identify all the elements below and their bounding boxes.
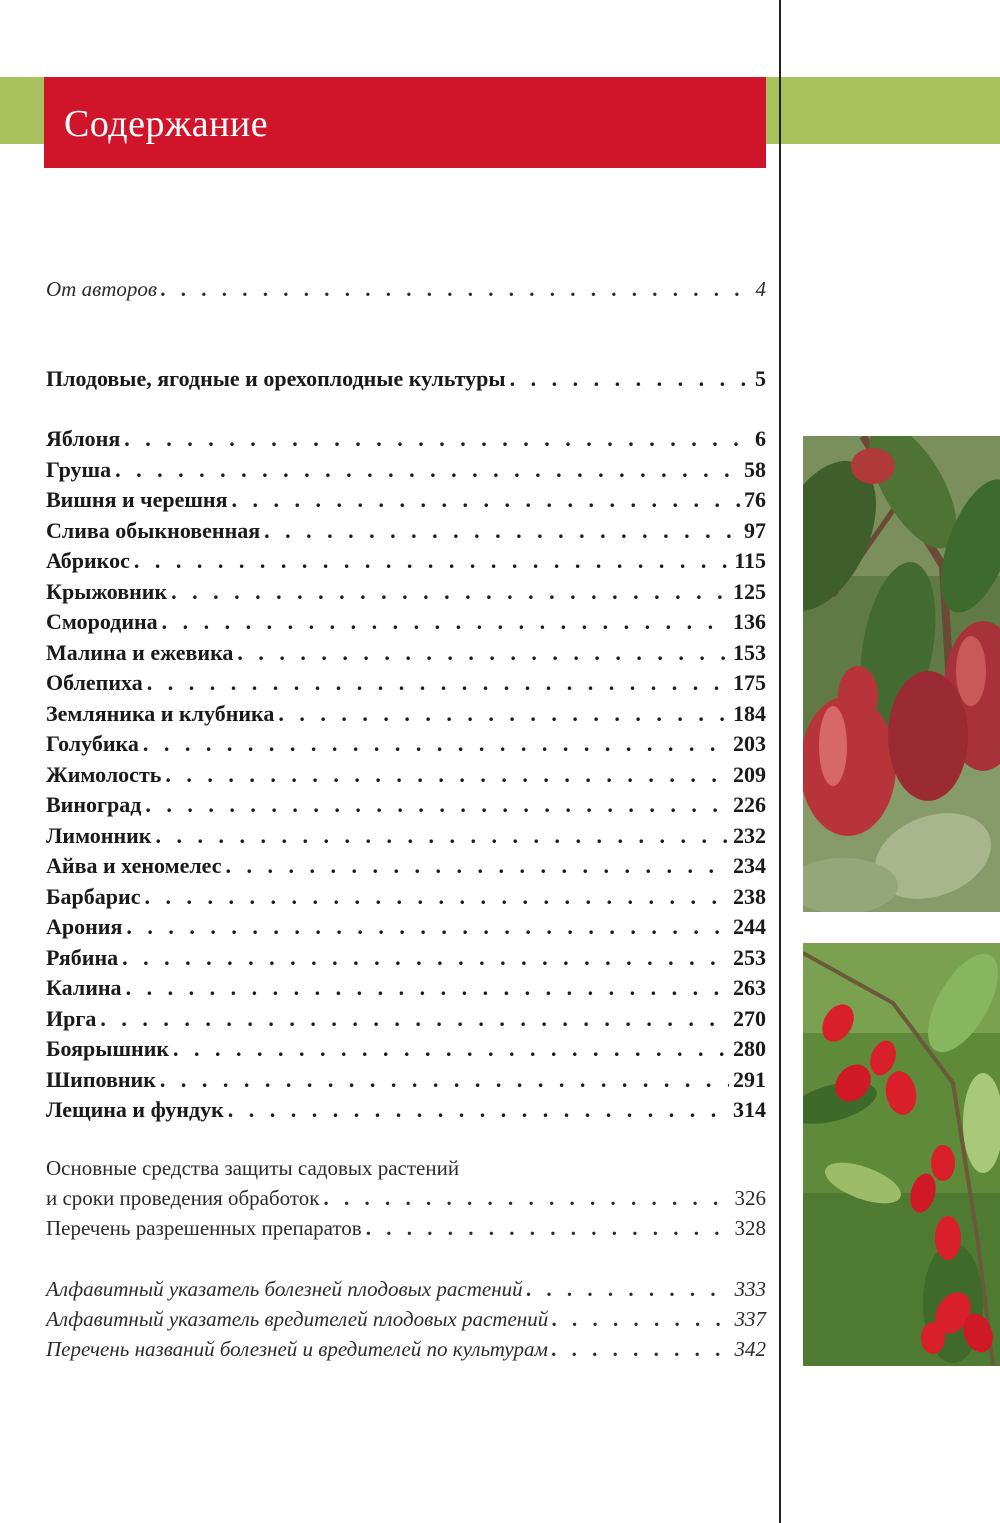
leader-dots	[232, 485, 741, 515]
toc-entry-page: 97	[744, 517, 766, 543]
toc-entry-label: и сроки проведения обработок	[46, 1186, 320, 1210]
leader-dots	[237, 638, 729, 668]
toc-entry-index[interactable]	[46, 1304, 766, 1334]
vertical-divider	[779, 0, 781, 1523]
toc-entry-label: Земляника и клубника	[46, 700, 275, 726]
toc-entry-page: 253	[733, 944, 766, 970]
toc-entry-crop[interactable]	[46, 455, 766, 485]
toc-entry-page: 136	[733, 609, 766, 634]
toc-entry-label: Крыжовник	[46, 578, 168, 604]
leader-dots	[155, 821, 729, 851]
toc-entry-intro[interactable]	[46, 274, 766, 304]
leader-dots	[162, 607, 729, 637]
toc-entry-label: Вишня и черешня	[46, 487, 228, 512]
toc-entry-label: Абрикос	[46, 548, 130, 573]
toc-entry-label: Слива обыкновенная	[46, 517, 261, 543]
toc-entry-page: 203	[733, 731, 766, 756]
leader-dots	[145, 790, 729, 820]
toc-entry-protection[interactable]	[46, 1183, 766, 1213]
toc-entry-label: Алфавитный указатель болезней плодовых растений	[46, 1277, 523, 1301]
toc-entry-label: Яблоня	[46, 426, 121, 451]
toc-entry-page: 209	[733, 761, 766, 787]
toc-entry-page: 234	[733, 853, 766, 878]
toc-entry-page: 328	[734, 1216, 766, 1240]
toc-entry-crop[interactable]	[46, 546, 766, 576]
leader-dots	[225, 851, 729, 881]
leader-dots	[115, 455, 740, 485]
leader-dots	[161, 274, 752, 304]
leader-dots	[147, 668, 729, 698]
leader-dots	[144, 882, 729, 912]
toc-entry-page: 232	[733, 822, 766, 848]
toc-entry-label: Облепиха	[46, 670, 143, 695]
toc-entry-label: Голубика	[46, 731, 139, 756]
toc-entry-page: 263	[733, 975, 766, 1000]
leader-dots	[552, 1304, 730, 1334]
toc-entry-page: 153	[733, 639, 766, 665]
toc-entry-page: 337	[734, 1307, 766, 1331]
toc-entry-crop[interactable]	[46, 821, 766, 851]
toc-entry-label: Ирга	[46, 1005, 97, 1031]
toc-entry-section[interactable]	[46, 364, 766, 394]
leader-dots	[510, 364, 751, 394]
leader-dots	[124, 424, 751, 454]
toc-entry-label: Перечень названий болезней и вредителей по культурам	[46, 1337, 548, 1361]
leader-dots	[264, 516, 740, 546]
toc-entry-label: Смородина	[46, 609, 158, 634]
toc-entry-label: Плодовые, ягодные и орехоплодные культуры	[46, 366, 506, 391]
toc-entry-label: Калина	[46, 975, 122, 1000]
toc-entry-page: 115	[734, 548, 766, 573]
toc-entry-page: 244	[733, 914, 766, 939]
toc-entry-page: 333	[734, 1277, 766, 1301]
toc-entry-label: Барбарис	[46, 883, 141, 909]
leader-dots	[165, 760, 729, 790]
toc-entry-crop[interactable]	[46, 607, 766, 637]
toc-entry-page: 5	[755, 366, 766, 391]
toc-entry-crop[interactable]	[46, 882, 766, 912]
toc-entry-label: Алфавитный указатель вредителей плодовых растений	[46, 1307, 549, 1331]
toc-entry-label: Лещина и фундук	[46, 1097, 224, 1122]
toc-entry-page: 342	[734, 1337, 766, 1361]
toc-entry-crop[interactable]	[46, 851, 766, 881]
toc-entry-page: 291	[733, 1066, 766, 1092]
toc-entry-page: 238	[733, 883, 766, 909]
toc-entry-protection-line1[interactable]: Основные средства защиты садовых растений	[46, 1156, 460, 1180]
toc-entry-page: 58	[744, 456, 766, 482]
page-title: Содержание	[64, 103, 269, 145]
toc-entry-label: Шиповник	[46, 1066, 156, 1092]
leader-dots	[126, 912, 729, 942]
toc-entry-permitted[interactable]	[46, 1213, 766, 1243]
leader-dots	[173, 1034, 729, 1064]
toc-entry-label: Жимолость	[46, 761, 162, 787]
toc-entry-page: 76	[744, 487, 766, 512]
toc-entry-page: 326	[734, 1186, 766, 1210]
toc-entry-page: 175	[733, 670, 766, 695]
toc-entry-crop[interactable]	[46, 485, 766, 515]
leader-dots	[552, 1334, 731, 1364]
toc-entry-label: Виноград	[46, 792, 142, 817]
toc-entry-page: 125	[733, 578, 766, 604]
toc-entry-crop[interactable]	[46, 943, 766, 973]
leader-dots	[171, 577, 729, 607]
toc-entry-page: 4	[755, 277, 766, 301]
leader-dots	[527, 1274, 731, 1304]
toc-entry-label: Лимонник	[46, 822, 152, 848]
toc-entry-label: Арония	[46, 914, 123, 939]
toc-entry-page: 280	[733, 1036, 766, 1061]
toc-entry-index[interactable]	[46, 1334, 766, 1364]
toc-entry-label: Груша	[46, 456, 112, 482]
leader-dots	[278, 699, 729, 729]
toc-entry-label: От авторов	[46, 277, 157, 301]
toc-entry-crop[interactable]	[46, 699, 766, 729]
toc-entry-crop[interactable]	[46, 1034, 766, 1064]
toc-entry-label: Айва и хеномелес	[46, 853, 222, 878]
toc-entry-label: Боярышник	[46, 1036, 170, 1061]
leader-dots	[366, 1213, 731, 1243]
barberry-photo	[803, 943, 1000, 1366]
toc-entry-label: Перечень разрешенных препаратов	[46, 1216, 362, 1240]
toc-entry-crop[interactable]	[46, 424, 766, 454]
toc-entry-crop[interactable]	[46, 516, 766, 546]
toc-entry-crop[interactable]	[46, 1004, 766, 1034]
toc-entry-page: 270	[733, 1005, 766, 1031]
toc-entry-crop[interactable]	[46, 1065, 766, 1095]
leader-dots	[160, 1065, 729, 1095]
toc-entry-crop[interactable]	[46, 729, 766, 759]
toc-entry-label: Малина и ежевика	[46, 639, 234, 665]
toc-entry-crop[interactable]	[46, 577, 766, 607]
toc-entry-index[interactable]	[46, 1274, 766, 1304]
toc-entry-crop[interactable]	[46, 638, 766, 668]
toc-entry-label: Рябина	[46, 944, 119, 970]
toc-entry-page: 184	[733, 700, 766, 726]
leader-dots	[323, 1183, 730, 1213]
toc-entry-page: 314	[733, 1097, 766, 1122]
leader-dots	[134, 546, 730, 576]
toc-entry-crop[interactable]	[46, 668, 766, 698]
toc-entry-page: 6	[755, 426, 766, 451]
leader-dots	[143, 729, 729, 759]
leader-dots	[100, 1004, 729, 1034]
toc-entry-crop[interactable]	[46, 790, 766, 820]
toc-entry-crop[interactable]	[46, 760, 766, 790]
pear-photo	[803, 436, 1000, 912]
toc-entry-page: 226	[733, 792, 766, 817]
toc-entry-crop[interactable]	[46, 973, 766, 1003]
toc-entry-crop[interactable]	[46, 912, 766, 942]
leader-dots	[122, 943, 729, 973]
leader-dots	[228, 1095, 729, 1125]
leader-dots	[126, 973, 729, 1003]
toc-entry-crop[interactable]	[46, 1095, 766, 1125]
